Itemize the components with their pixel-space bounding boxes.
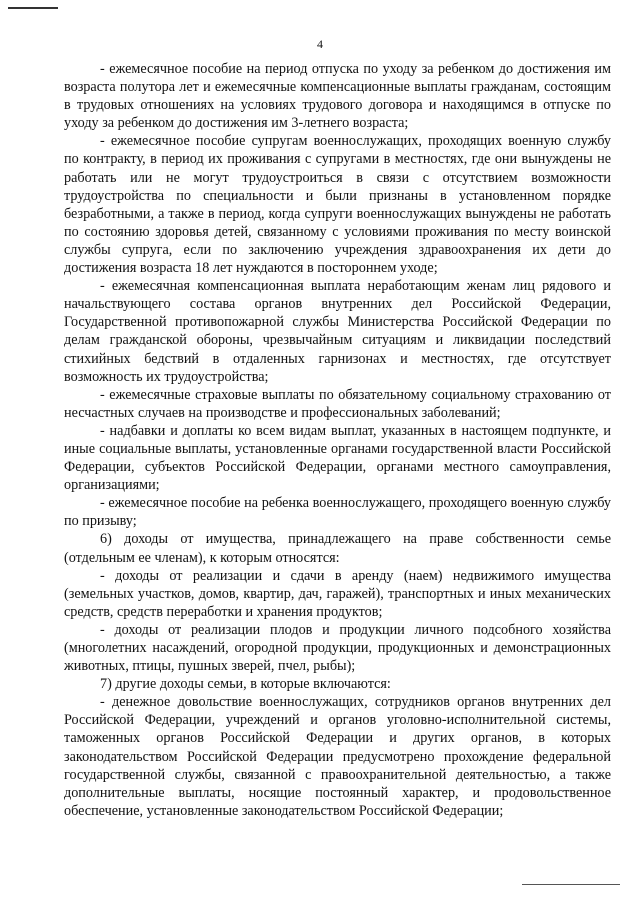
paragraph-other-income: 7) другие доходы семьи, в которые включаются: — [100, 676, 391, 693]
page-number: 4 — [317, 37, 323, 51]
paragraph-real-estate-income: - доходы от реализации и сдачи в аренду (наем) недвижимого имущества (земельных участков, домов, квартир, дач, гаражей), транспортных и иных механических средств, средств переработки и хранения продуктов; — [64, 567, 611, 620]
top-rule — [8, 7, 58, 9]
paragraph-military-pay: - денежное довольствие военнослужащих, сотрудников органов внутренних дел Российской Федерации, учреждений и органов уголовно-исполнительной системы, таможенных органов Российской Федерации и других органов, в которых законодательством Российской Федерации предусмотрено прохождение федеральной государственной службы, связанной с правоохранительной деятельностью, а также дополнительные выплаты, носящие постоянный характер, и продовольственное обеспечение, установленные законодательством Российской Федерации; — [64, 694, 611, 819]
paragraph-household-income: - доходы от реализации плодов и продукции личного подсобного хозяйства (многолетних насаждений, огородной продукции, продукционных и демонстрационных животных, птицы, пушных зверей, пчел, рыбы); — [64, 621, 611, 675]
paragraph-compensation-wives: - ежемесячная компенсационная выплата неработающим женам лиц рядового и начальствующего состава органов внутренних дел Российской Федерации, Государственной противопожарной службы Министерства Российской Федерации по делам гражданской обороны, чрезвычайным ситуациям и ликвидации последствий стихийных бедствий в отдаленных гарнизонах и местностях, где отсутствует возможность их трудоустройства; — [64, 278, 611, 385]
document-body — [64, 60, 611, 820]
paragraph-childcare-leave-allowance: - ежемесячное пособие на период отпуска по уходу за ребенком до достижения им возраста полутора лет и ежемесячные компенсационные выплаты гражданам, состоящим в трудовых отношениях на условиях трудового договора и находящимся в отпуске по уходу за ребенком до достижения им 3-летнего возраста; — [64, 61, 611, 132]
paragraph-insurance-payments: - ежемесячные страховые выплаты по обязательному социальному страхованию от несчастных случаев на производстве и профессиональных заболеваний; — [64, 386, 611, 421]
bottom-rule — [522, 884, 620, 885]
paragraph-supplements: - надбавки и доплаты ко всем видам выплат, указанных в настоящем подпункте, и иные социальные выплаты, установленные органами государственной власти Российской Федерации, субъектов Российской Федерации, органами местного самоуправления, организациями; — [64, 422, 611, 494]
paragraph-conscript-child-allowance: - ежемесячное пособие на ребенка военнослужащего, проходящего военную службу по призыву; — [64, 495, 611, 530]
paragraph-property-income: 6) доходы от имущества, принадлежащего на праве собственности семье (отдельным ее членам), к которым относятся: — [64, 531, 611, 566]
paragraph-military-spouse-allowance: - ежемесячное пособие супругам военнослужащих, проходящих военную службу по контракту, в период их проживания с супругами в местностях, где они вынуждены не работать или не могут трудоустроиться в связи с отсутствием возможности трудоустройства по специальности и были признаны в установленном порядке безработными, а также в период, когда супруги военнослужащих вынуждены не работать по состоянию здоровья детей, связанному с условиями проживания по месту воинской службы супруга, если по заключению учреждения здравоохранения их дети до достижения возраста 18 лет нуждаются в постороннем уходе; — [64, 133, 611, 277]
